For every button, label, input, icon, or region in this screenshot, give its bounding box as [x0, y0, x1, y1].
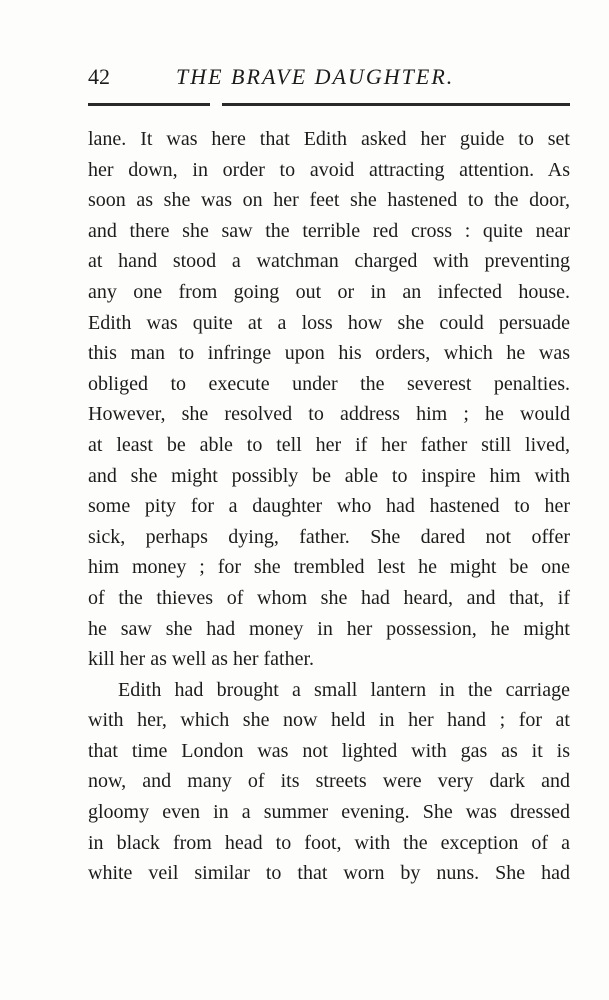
running-title: THE BRAVE DAUGHTER. — [176, 64, 455, 89]
paragraph-1 — [88, 124, 570, 675]
text-line: that time London was not lighted with gas as it is — [88, 739, 570, 762]
text-line: at least be able to tell her if her father still lived, — [88, 433, 570, 456]
text-line: in black from head to foot, with the exception of a — [88, 831, 570, 854]
text-line: and she might possibly be able to inspire him with — [88, 464, 570, 487]
text-line: Edith was quite at a loss how she could persuade — [88, 311, 570, 334]
text-line: lane. It was here that Edith asked her guide to set — [88, 128, 570, 150]
paragraph-2 — [88, 675, 570, 889]
text-line: any one from going out or in an infected house. — [88, 280, 570, 303]
text-line: of the thieves of whom she had heard, and that, if — [88, 586, 570, 609]
text-line: now, and many of its streets were very dark and — [88, 770, 570, 793]
text-line: However, she resolved to address him ; he would — [88, 403, 570, 426]
text-line: and there she saw the terrible red cross : quite near — [88, 219, 570, 242]
text-line: at hand stood a watchman charged with preventing — [88, 250, 570, 273]
text-line: soon as she was on her feet she hastened to the door, — [88, 189, 570, 212]
page-header — [88, 62, 573, 92]
text-line: he saw she had money in her possession, he might — [88, 617, 570, 640]
text-line: kill her as well as her father. — [88, 648, 315, 671]
body-text — [88, 124, 570, 889]
text-line: some pity for a daughter who had hastened to her — [88, 495, 570, 518]
text-line: with her, which she now held in her hand ; for at — [88, 709, 570, 732]
text-line: this man to infringe upon his orders, which he was — [88, 342, 570, 365]
text-line: white veil similar to that worn by nuns. She had — [88, 862, 570, 885]
text-line: Edith had brought a small lantern in the carriage — [118, 678, 570, 701]
text-line: sick, perhaps dying, father. She dared not offer — [88, 525, 570, 548]
header-rule-left — [88, 103, 210, 106]
header-rule-right — [222, 103, 570, 106]
text-line: her down, in order to avoid attracting attention. As — [88, 158, 570, 181]
page-number: 42 — [88, 64, 110, 89]
text-line: gloomy even in a summer evening. She was dressed — [88, 801, 570, 824]
text-line: him money ; for she trembled lest he might be one — [88, 556, 570, 579]
text-line: obliged to execute under the severest penalties. — [88, 372, 570, 395]
